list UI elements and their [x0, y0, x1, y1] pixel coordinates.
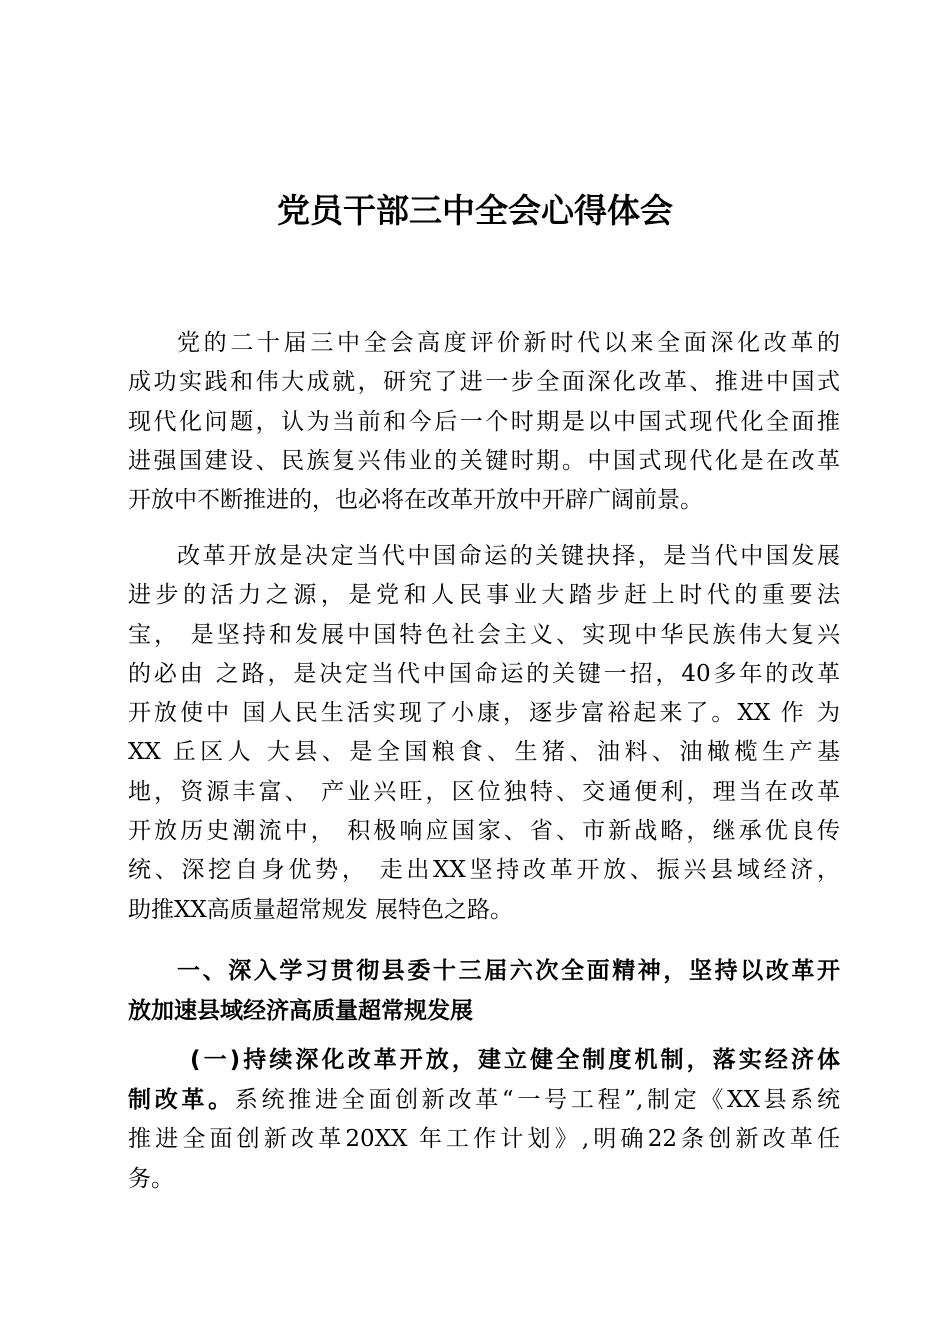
subsection-line: 推进全面创新改革20XX 年工作计划》,明确22条创新改革任 [128, 1126, 840, 1152]
paragraph-line: 进步的活力之源，是党和人民事业大踏步赶上时代的重要法 [128, 582, 840, 609]
paragraph-line: 地，资源丰富、 产业兴旺，区位独特、交通便利，理当在改革 [128, 778, 840, 805]
paragraph-line: 进强国建设、民族复兴伟业的关键时期。中国式现代化是在改革 [128, 447, 840, 474]
section-heading-1 [128, 952, 840, 1031]
paragraph-line: 成功实践和伟大成就，研究了进一步全面深化改革、推进中国式 [128, 369, 840, 396]
paragraph-line: 现代化问题，认为当前和今后一个时期是以中国式现代化全面推 [128, 408, 840, 435]
subsection-text: 系统推进全面创新改革“一号工程”,制定《XX县系统 [234, 1086, 841, 1113]
paragraph-line: 党的二十届三中全会高度评价新时代以来全面深化改革的 [177, 330, 840, 356]
subsection-1 [128, 1041, 840, 1199]
paragraph-reform [128, 537, 840, 930]
paragraph-line: 开放使中 国人民生活实现了小康，逐步富裕起来了。XX 作 为 [128, 700, 840, 727]
subsection-heading-line: (一)持续深化改革开放，建立健全制度机制，落实经济体 [190, 1047, 840, 1073]
heading-line: 放加速县域经济高质量超常规发展 [128, 997, 473, 1024]
subsection-line: 务。 [128, 1165, 174, 1192]
paragraph-line: 统、深挖自身优势， 走出XX坚持改革开放、振兴县域经济， [128, 857, 840, 884]
paragraph-line: 宝， 是坚持和发展中国特色社会主义、实现中华民族伟大复兴 [128, 621, 840, 648]
paragraph-line: 助推XX高质量超常规发 展特色之路。 [128, 896, 514, 923]
paragraph-line: 开放中不断推进的，也必将在改革开放中开辟广阔前景。 [128, 487, 703, 514]
heading-line: 一、深入学习贯彻县委十三届六次全面精神，坚持以改革开 [177, 958, 840, 984]
paragraph-line: 开放历史潮流中， 积极响应国家、省、市新战略，继承优良传 [128, 818, 840, 845]
paragraph-line: 改革开放是决定当代中国命运的关键抉择，是当代中国发展 [177, 543, 840, 569]
paragraph-intro [128, 324, 840, 520]
paragraph-line: 的必由 之路，是决定当代中国命运的关键一招，40多年的改革 [128, 660, 840, 687]
paragraph-line: XX 丘区人 大县、是全国粮食、生猪、油料、油橄榄生产基 [128, 739, 840, 766]
document-title: 党员干部三中全会心得体会 [277, 191, 673, 230]
subsection-heading-tail: 制改革。 [128, 1086, 235, 1113]
subsection-line [128, 1081, 840, 1121]
